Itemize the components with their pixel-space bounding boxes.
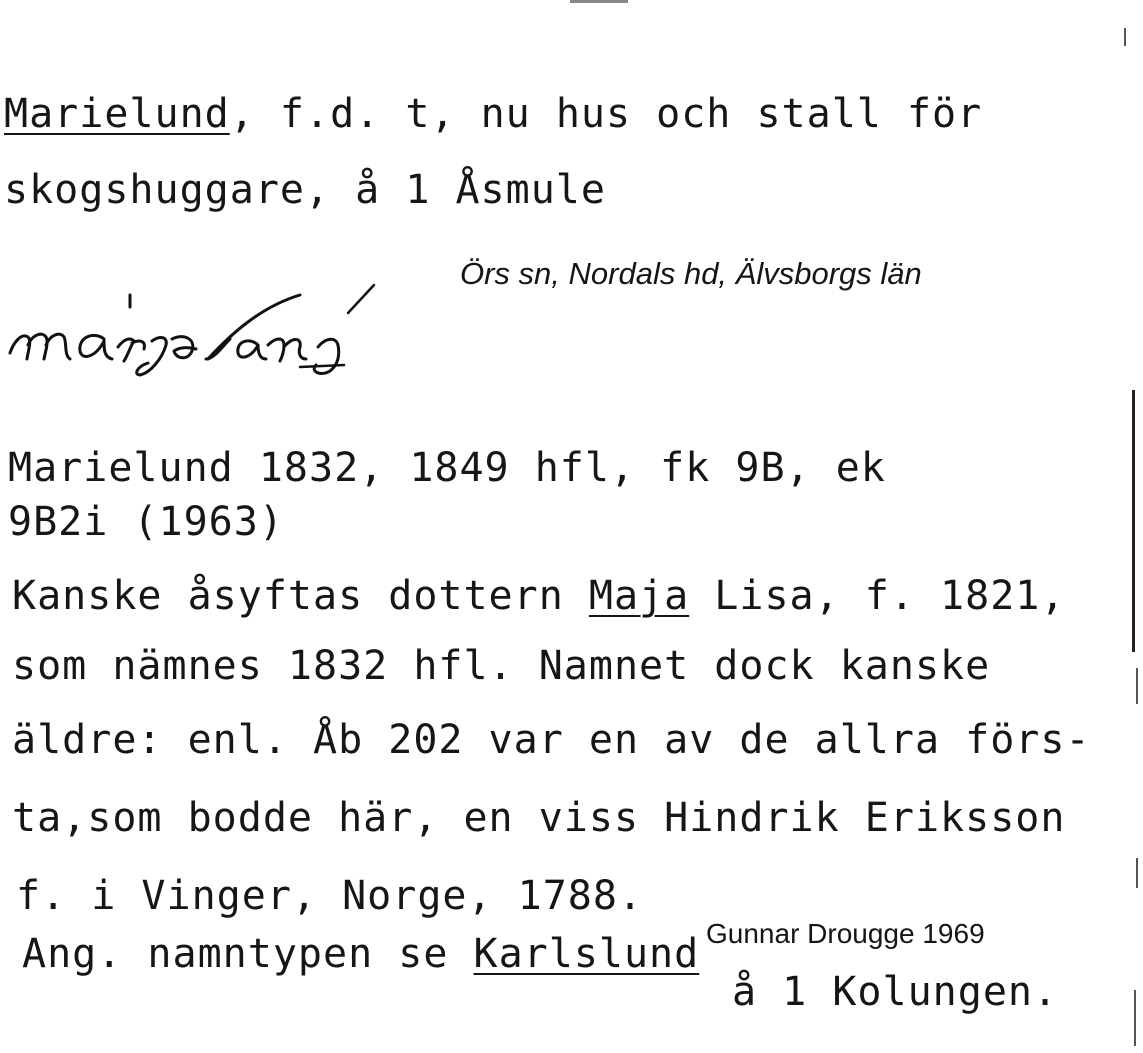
author-signature: Gunnar Drougge 1969 <box>706 918 985 949</box>
scan-dots-right-4 <box>1134 990 1136 1046</box>
scan-dots-right-2 <box>1136 668 1138 704</box>
body-line-6: ta,som bodde här, en viss Hindrik Eriksson <box>12 795 1066 841</box>
body-line-5: äldre: enl. Åb 202 var en av de allra förs- <box>12 717 1091 763</box>
scan-edge-right <box>1132 390 1135 652</box>
reference-prefix: Ang. namntypen se <box>22 931 474 977</box>
heading-line-2: skogshuggare, å 1 Åsmule <box>4 167 606 213</box>
scan-dots-right-3 <box>1136 858 1138 888</box>
scan-artifact-top <box>570 0 628 3</box>
body-line-7: f. i Vinger, Norge, 1788. <box>16 873 644 919</box>
reference-suffix: å 1 Kolungen. <box>732 969 1059 1015</box>
heading-line-1 <box>4 92 982 136</box>
heading-description: , f.d. t, nu hus och stall för <box>229 91 983 137</box>
handwritten-phonetic-transcription <box>0 275 440 385</box>
scan-dots-right-1 <box>1124 28 1126 46</box>
body-line-2: 9B2i (1963) <box>8 499 284 545</box>
body-line-3-end: Lisa, f. 1821, <box>689 573 1066 619</box>
reference-line <box>22 932 699 976</box>
location-line: Örs sn, Nordals hd, Älvsborgs län <box>460 256 922 291</box>
body-line-4: som nämnes 1832 hfl. Namnet dock kanske <box>12 643 991 689</box>
body-line-3 <box>12 574 1065 618</box>
body-line-1: Marielund 1832, 1849 hfl, fk 9B, ek <box>8 445 886 491</box>
body-line-3-start: Kanske åsyftas dottern <box>12 573 589 619</box>
place-name: Marielund <box>4 91 230 137</box>
reference-place-name: Karlslund <box>473 931 700 977</box>
underlined-name-maja: Maja <box>588 573 690 619</box>
